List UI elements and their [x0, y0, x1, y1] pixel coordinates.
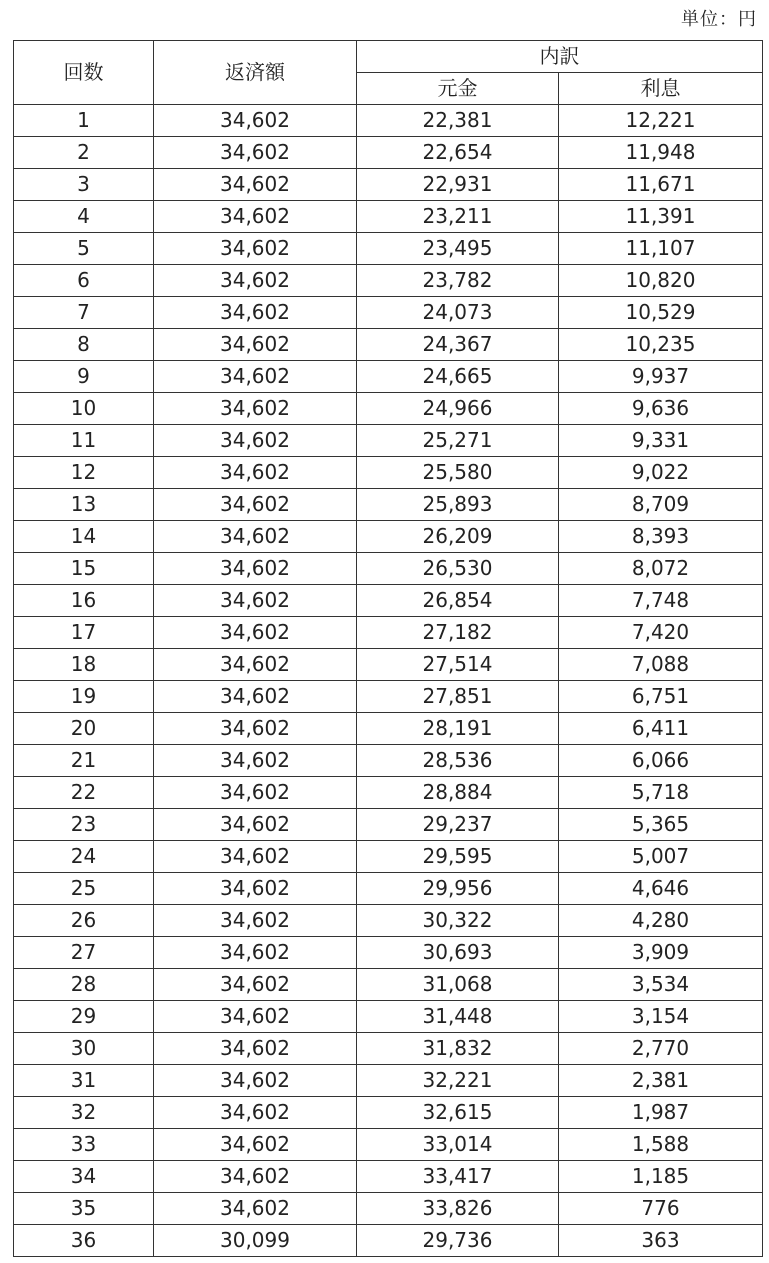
- cell-interest: 11,948: [559, 137, 763, 169]
- unit-label: 単位：円: [681, 9, 757, 30]
- cell-principal: 33,014: [357, 1129, 559, 1161]
- cell-principal: 27,851: [357, 681, 559, 713]
- table-row: [14, 1033, 763, 1065]
- cell-count: 10: [14, 393, 154, 425]
- header-principal: 元金: [357, 73, 559, 105]
- cell-principal: 26,209: [357, 521, 559, 553]
- cell-count: 16: [14, 585, 154, 617]
- cell-payment: 34,602: [154, 1161, 357, 1193]
- cell-interest: 8,072: [559, 553, 763, 585]
- cell-payment: 34,602: [154, 713, 357, 745]
- cell-principal: 28,191: [357, 713, 559, 745]
- cell-principal: 29,237: [357, 809, 559, 841]
- table-row: [14, 105, 763, 137]
- cell-principal: 32,221: [357, 1065, 559, 1097]
- cell-count: 19: [14, 681, 154, 713]
- cell-count: 5: [14, 233, 154, 265]
- cell-interest: 4,280: [559, 905, 763, 937]
- table-row: [14, 617, 763, 649]
- cell-count: 15: [14, 553, 154, 585]
- cell-count: 23: [14, 809, 154, 841]
- repayment-schedule-table: [13, 40, 763, 1257]
- cell-interest: 12,221: [559, 105, 763, 137]
- cell-principal: 33,826: [357, 1193, 559, 1225]
- cell-count: 28: [14, 969, 154, 1001]
- table-row: [14, 969, 763, 1001]
- table-row: [14, 905, 763, 937]
- cell-count: 11: [14, 425, 154, 457]
- table-row: [14, 521, 763, 553]
- header-count: 回数: [14, 41, 154, 105]
- cell-interest: 9,022: [559, 457, 763, 489]
- cell-principal: 27,182: [357, 617, 559, 649]
- table-row: [14, 585, 763, 617]
- table-row: [14, 489, 763, 521]
- cell-count: 25: [14, 873, 154, 905]
- cell-count: 32: [14, 1097, 154, 1129]
- table-row: [14, 1225, 763, 1257]
- table-row: [14, 745, 763, 777]
- cell-count: 35: [14, 1193, 154, 1225]
- cell-payment: 34,602: [154, 169, 357, 201]
- cell-payment: 34,602: [154, 1065, 357, 1097]
- cell-payment: 34,602: [154, 361, 357, 393]
- table-row: [14, 937, 763, 969]
- cell-principal: 25,271: [357, 425, 559, 457]
- cell-principal: 22,381: [357, 105, 559, 137]
- header-payment: 返済額: [154, 41, 357, 105]
- cell-interest: 1,987: [559, 1097, 763, 1129]
- table-row: [14, 649, 763, 681]
- cell-payment: 34,602: [154, 1193, 357, 1225]
- table-body: [14, 105, 763, 1257]
- cell-interest: 11,391: [559, 201, 763, 233]
- table-row: [14, 297, 763, 329]
- cell-payment: 34,602: [154, 425, 357, 457]
- cell-interest: 4,646: [559, 873, 763, 905]
- cell-principal: 23,782: [357, 265, 559, 297]
- table-row: [14, 1161, 763, 1193]
- cell-principal: 22,931: [357, 169, 559, 201]
- cell-count: 31: [14, 1065, 154, 1097]
- cell-count: 21: [14, 745, 154, 777]
- cell-interest: 7,420: [559, 617, 763, 649]
- cell-payment: 34,602: [154, 585, 357, 617]
- cell-count: 20: [14, 713, 154, 745]
- cell-interest: 7,088: [559, 649, 763, 681]
- cell-count: 22: [14, 777, 154, 809]
- cell-interest: 10,529: [559, 297, 763, 329]
- cell-principal: 33,417: [357, 1161, 559, 1193]
- cell-count: 34: [14, 1161, 154, 1193]
- cell-payment: 34,602: [154, 617, 357, 649]
- cell-payment: 34,602: [154, 393, 357, 425]
- cell-count: 27: [14, 937, 154, 969]
- cell-interest: 5,718: [559, 777, 763, 809]
- cell-principal: 23,211: [357, 201, 559, 233]
- table-row: [14, 1097, 763, 1129]
- table-row: [14, 1065, 763, 1097]
- table-header: [14, 41, 763, 105]
- cell-count: 13: [14, 489, 154, 521]
- cell-count: 30: [14, 1033, 154, 1065]
- cell-principal: 32,615: [357, 1097, 559, 1129]
- cell-interest: 11,107: [559, 233, 763, 265]
- cell-interest: 5,365: [559, 809, 763, 841]
- cell-principal: 26,854: [357, 585, 559, 617]
- table-row: [14, 713, 763, 745]
- cell-principal: 30,322: [357, 905, 559, 937]
- cell-payment: 34,602: [154, 553, 357, 585]
- table-row: [14, 329, 763, 361]
- cell-count: 12: [14, 457, 154, 489]
- cell-payment: 34,602: [154, 969, 357, 1001]
- cell-payment: 34,602: [154, 201, 357, 233]
- table-row: [14, 681, 763, 713]
- cell-count: 8: [14, 329, 154, 361]
- cell-payment: 34,602: [154, 937, 357, 969]
- table-row: [14, 265, 763, 297]
- cell-interest: 1,185: [559, 1161, 763, 1193]
- table-row: [14, 1129, 763, 1161]
- cell-payment: 30,099: [154, 1225, 357, 1257]
- cell-payment: 34,602: [154, 905, 357, 937]
- cell-count: 14: [14, 521, 154, 553]
- cell-interest: 11,671: [559, 169, 763, 201]
- table-row: [14, 457, 763, 489]
- cell-principal: 23,495: [357, 233, 559, 265]
- cell-count: 6: [14, 265, 154, 297]
- cell-interest: 3,154: [559, 1001, 763, 1033]
- cell-interest: 6,751: [559, 681, 763, 713]
- cell-principal: 26,530: [357, 553, 559, 585]
- cell-count: 7: [14, 297, 154, 329]
- table-row: [14, 233, 763, 265]
- cell-payment: 34,602: [154, 329, 357, 361]
- cell-payment: 34,602: [154, 681, 357, 713]
- cell-principal: 29,595: [357, 841, 559, 873]
- cell-payment: 34,602: [154, 777, 357, 809]
- cell-principal: 24,665: [357, 361, 559, 393]
- cell-payment: 34,602: [154, 489, 357, 521]
- table-row: [14, 137, 763, 169]
- cell-interest: 8,709: [559, 489, 763, 521]
- cell-payment: 34,602: [154, 1097, 357, 1129]
- header-breakdown: 内訳: [357, 41, 763, 73]
- cell-interest: 2,770: [559, 1033, 763, 1065]
- cell-principal: 22,654: [357, 137, 559, 169]
- cell-payment: 34,602: [154, 649, 357, 681]
- table-row: [14, 809, 763, 841]
- cell-count: 36: [14, 1225, 154, 1257]
- cell-count: 18: [14, 649, 154, 681]
- cell-payment: 34,602: [154, 265, 357, 297]
- table-row: [14, 873, 763, 905]
- cell-count: 2: [14, 137, 154, 169]
- table-row: [14, 393, 763, 425]
- cell-principal: 24,073: [357, 297, 559, 329]
- table-row: [14, 1001, 763, 1033]
- cell-payment: 34,602: [154, 137, 357, 169]
- cell-interest: 7,748: [559, 585, 763, 617]
- cell-count: 17: [14, 617, 154, 649]
- table-row: [14, 841, 763, 873]
- table-row: [14, 361, 763, 393]
- cell-count: 26: [14, 905, 154, 937]
- cell-interest: 6,411: [559, 713, 763, 745]
- cell-payment: 34,602: [154, 521, 357, 553]
- cell-count: 29: [14, 1001, 154, 1033]
- cell-payment: 34,602: [154, 105, 357, 137]
- cell-interest: 776: [559, 1193, 763, 1225]
- cell-interest: 6,066: [559, 745, 763, 777]
- header-interest: 利息: [559, 73, 763, 105]
- cell-interest: 3,534: [559, 969, 763, 1001]
- cell-count: 4: [14, 201, 154, 233]
- table-row: [14, 553, 763, 585]
- table-row: [14, 777, 763, 809]
- cell-count: 1: [14, 105, 154, 137]
- cell-payment: 34,602: [154, 297, 357, 329]
- cell-count: 33: [14, 1129, 154, 1161]
- cell-payment: 34,602: [154, 809, 357, 841]
- table-row: [14, 425, 763, 457]
- table-row: [14, 169, 763, 201]
- cell-principal: 24,367: [357, 329, 559, 361]
- table-row: [14, 201, 763, 233]
- cell-interest: 5,007: [559, 841, 763, 873]
- cell-payment: 34,602: [154, 841, 357, 873]
- cell-interest: 9,937: [559, 361, 763, 393]
- cell-principal: 28,536: [357, 745, 559, 777]
- cell-principal: 25,580: [357, 457, 559, 489]
- cell-payment: 34,602: [154, 233, 357, 265]
- cell-principal: 27,514: [357, 649, 559, 681]
- cell-principal: 30,693: [357, 937, 559, 969]
- cell-interest: 1,588: [559, 1129, 763, 1161]
- cell-principal: 29,736: [357, 1225, 559, 1257]
- cell-principal: 25,893: [357, 489, 559, 521]
- cell-count: 3: [14, 169, 154, 201]
- cell-interest: 10,820: [559, 265, 763, 297]
- cell-payment: 34,602: [154, 873, 357, 905]
- cell-interest: 8,393: [559, 521, 763, 553]
- cell-interest: 363: [559, 1225, 763, 1257]
- table-row: [14, 1193, 763, 1225]
- cell-interest: 10,235: [559, 329, 763, 361]
- cell-count: 9: [14, 361, 154, 393]
- cell-principal: 29,956: [357, 873, 559, 905]
- cell-principal: 28,884: [357, 777, 559, 809]
- cell-payment: 34,602: [154, 1033, 357, 1065]
- cell-payment: 34,602: [154, 745, 357, 777]
- cell-interest: 3,909: [559, 937, 763, 969]
- cell-payment: 34,602: [154, 1129, 357, 1161]
- cell-principal: 31,448: [357, 1001, 559, 1033]
- cell-payment: 34,602: [154, 1001, 357, 1033]
- cell-principal: 31,832: [357, 1033, 559, 1065]
- cell-interest: 9,636: [559, 393, 763, 425]
- cell-principal: 24,966: [357, 393, 559, 425]
- cell-interest: 9,331: [559, 425, 763, 457]
- cell-principal: 31,068: [357, 969, 559, 1001]
- cell-interest: 2,381: [559, 1065, 763, 1097]
- cell-payment: 34,602: [154, 457, 357, 489]
- cell-count: 24: [14, 841, 154, 873]
